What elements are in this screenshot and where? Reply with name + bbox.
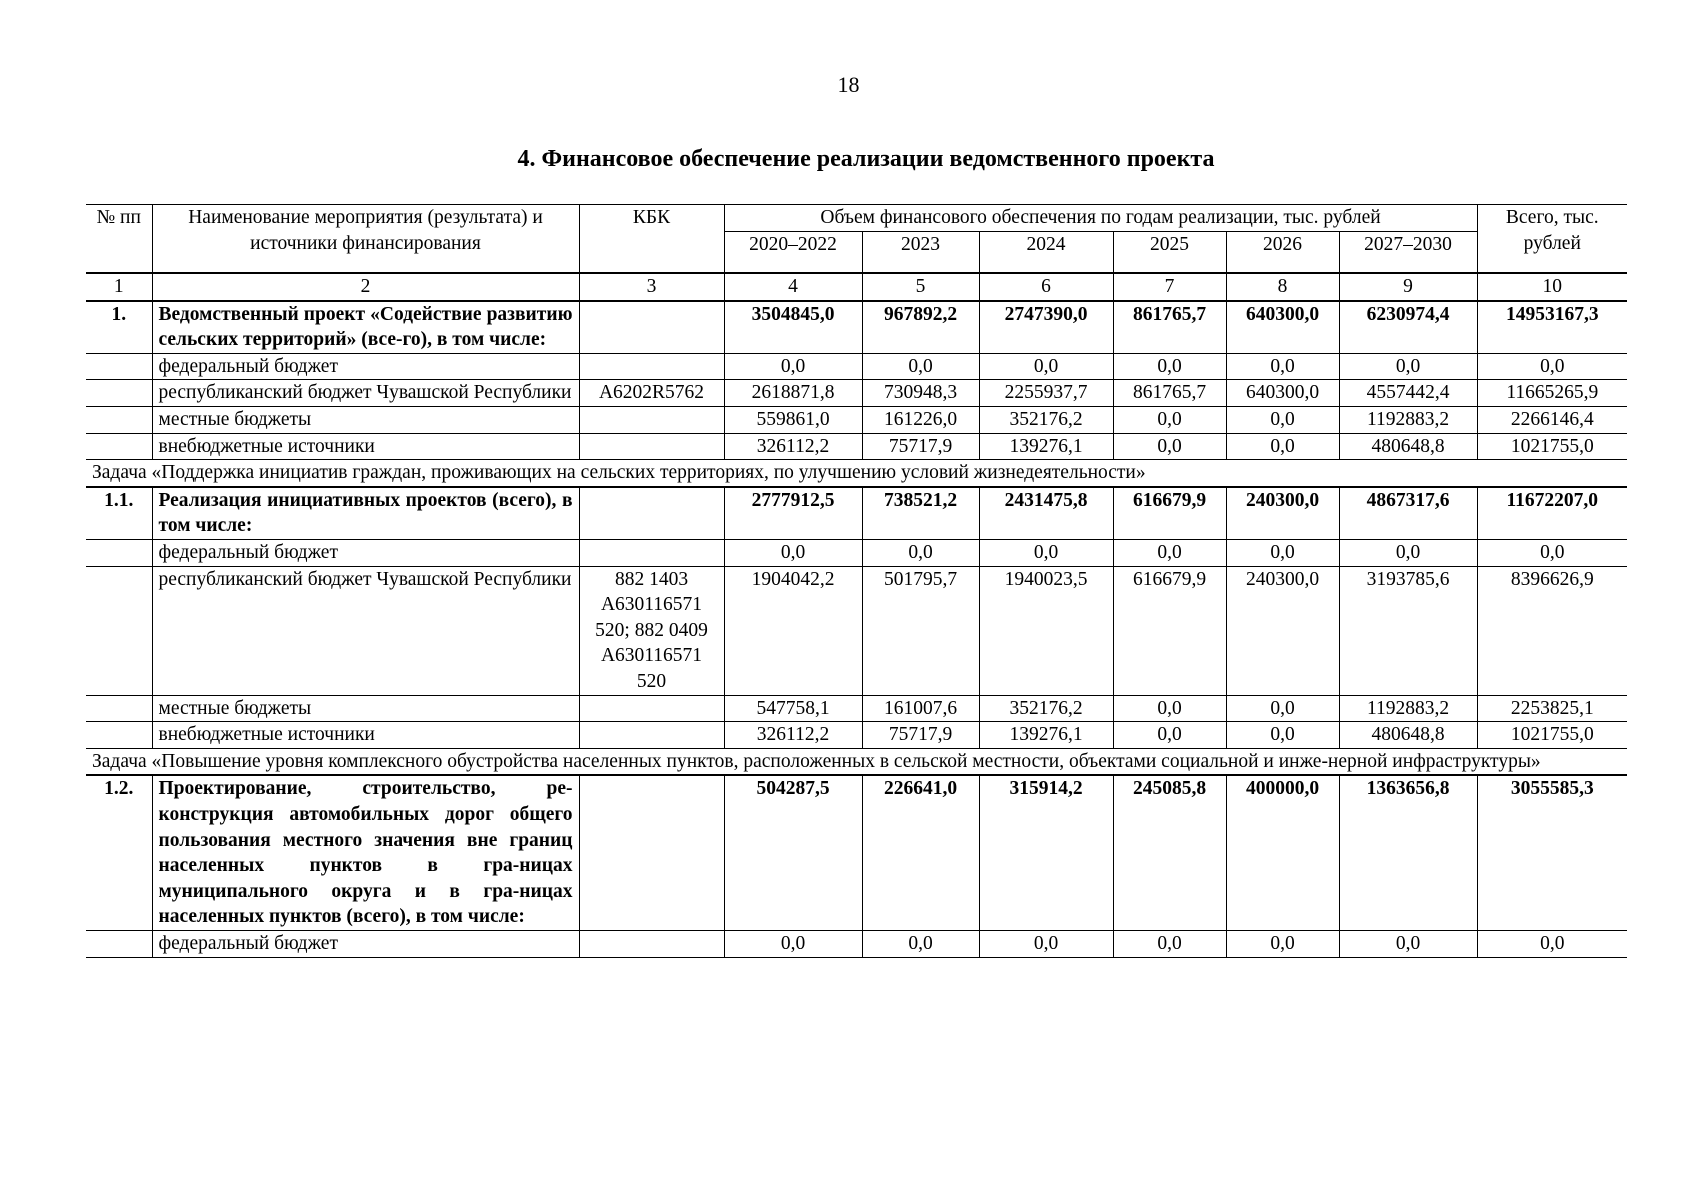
row-name: федеральный бюджет [152, 353, 579, 380]
header-year: 2023 [862, 231, 979, 273]
row-value: 0,0 [1113, 695, 1226, 722]
row-kbk [579, 433, 724, 460]
row-number [86, 353, 152, 380]
header-year: 2020–2022 [724, 231, 862, 273]
row-total: 8396626,9 [1477, 566, 1627, 695]
row-value: 0,0 [1226, 695, 1339, 722]
row-value: 1192883,2 [1339, 695, 1477, 722]
row-name: внебюджетные источники [152, 722, 579, 749]
row-value: 139276,1 [979, 433, 1113, 460]
row-value: 547758,1 [724, 695, 862, 722]
row-value: 967892,2 [862, 301, 979, 354]
row-value: 480648,8 [1339, 722, 1477, 749]
row-name: федеральный бюджет [152, 540, 579, 567]
header-kbk: КБК [579, 205, 724, 274]
row-number [86, 407, 152, 434]
row-kbk [579, 930, 724, 957]
header-year: 2024 [979, 231, 1113, 273]
funding-source-row [86, 930, 1627, 957]
row-value: 352176,2 [979, 695, 1113, 722]
row-value: 226641,0 [862, 775, 979, 930]
row-total: 1021755,0 [1477, 433, 1627, 460]
row-value: 0,0 [1226, 540, 1339, 567]
row-value: 4557442,4 [1339, 380, 1477, 407]
row-name: федеральный бюджет [152, 930, 579, 957]
row-value: 861765,7 [1113, 380, 1226, 407]
row-value: 0,0 [862, 353, 979, 380]
row-number [86, 695, 152, 722]
funding-source-row [86, 566, 1627, 695]
row-kbk: А6202R5762 [579, 380, 724, 407]
row-value: 1192883,2 [1339, 407, 1477, 434]
task-text: Задача «Поддержка инициатив граждан, проживающих на сельских территориях, по улучшению условий жизнедеятельности» [86, 460, 1627, 487]
column-number: 10 [1477, 273, 1627, 301]
section-title: 4. Финансовое обеспечение реализации ведомственного проекта [517, 146, 1215, 172]
row-value: 0,0 [1113, 930, 1226, 957]
row-value: 0,0 [724, 353, 862, 380]
row-value: 161007,6 [862, 695, 979, 722]
row-value: 501795,7 [862, 566, 979, 695]
row-kbk [579, 722, 724, 749]
row-value: 0,0 [862, 930, 979, 957]
task-text: Задача «Повышение уровня комплексного обустройства населенных пунктов, расположенных в сельской местности, объектами социальной и инже-нерной инфраструктуры» [86, 748, 1627, 775]
table-header [86, 205, 1627, 274]
row-total: 1021755,0 [1477, 722, 1627, 749]
row-value: 6230974,4 [1339, 301, 1477, 354]
row-value: 640300,0 [1226, 380, 1339, 407]
row-total: 14953167,3 [1477, 301, 1627, 354]
row-value: 504287,5 [724, 775, 862, 930]
row-value: 0,0 [979, 353, 1113, 380]
row-kbk [579, 353, 724, 380]
row-kbk: 882 1403 А630116571 520; 882 0409 А630116571 520 [579, 566, 724, 695]
column-number: 9 [1339, 273, 1477, 301]
row-value: 0,0 [1113, 407, 1226, 434]
row-value: 0,0 [1339, 353, 1477, 380]
row-value: 738521,2 [862, 487, 979, 540]
row-value: 315914,2 [979, 775, 1113, 930]
funding-source-row [86, 407, 1627, 434]
row-total: 2266146,4 [1477, 407, 1627, 434]
row-value: 352176,2 [979, 407, 1113, 434]
row-value: 1904042,2 [724, 566, 862, 695]
header-volume: Объем финансового обеспечения по годам реализации, тыс. рублей [724, 205, 1477, 232]
funding-source-row [86, 695, 1627, 722]
row-value: 0,0 [1113, 353, 1226, 380]
row-name: Ведомственный проект «Содействие развитию сельских территорий» (все-го), в том числе: [152, 301, 579, 354]
row-total: 0,0 [1477, 930, 1627, 957]
row-value: 240300,0 [1226, 566, 1339, 695]
row-value: 0,0 [724, 930, 862, 957]
funding-source-row [86, 380, 1627, 407]
row-value: 0,0 [1113, 722, 1226, 749]
row-value: 0,0 [1339, 930, 1477, 957]
row-value: 2777912,5 [724, 487, 862, 540]
row-number [86, 540, 152, 567]
project-row [86, 487, 1627, 540]
column-number: 1 [86, 273, 152, 301]
row-name: внебюджетные источники [152, 433, 579, 460]
row-name: местные бюджеты [152, 695, 579, 722]
row-kbk [579, 407, 724, 434]
row-value: 0,0 [724, 540, 862, 567]
row-value: 0,0 [1226, 433, 1339, 460]
funding-source-row [86, 540, 1627, 567]
row-value: 0,0 [1113, 433, 1226, 460]
row-number [86, 433, 152, 460]
row-total: 3055585,3 [1477, 775, 1627, 930]
row-value: 730948,3 [862, 380, 979, 407]
row-kbk [579, 540, 724, 567]
row-total: 0,0 [1477, 353, 1627, 380]
row-name: республиканский бюджет Чувашской Республики [152, 566, 579, 695]
column-number: 6 [979, 273, 1113, 301]
row-number: 1.1. [86, 487, 152, 540]
row-value: 3504845,0 [724, 301, 862, 354]
row-value: 0,0 [1339, 540, 1477, 567]
column-number: 3 [579, 273, 724, 301]
project-row [86, 775, 1627, 930]
row-value: 480648,8 [1339, 433, 1477, 460]
project-row [86, 301, 1627, 354]
page-number: 18 [837, 72, 860, 97]
row-total: 0,0 [1477, 540, 1627, 567]
row-number [86, 380, 152, 407]
funding-source-row [86, 722, 1627, 749]
row-value: 2747390,0 [979, 301, 1113, 354]
funding-source-row [86, 433, 1627, 460]
row-value: 0,0 [1226, 930, 1339, 957]
row-value: 0,0 [862, 540, 979, 567]
column-number: 7 [1113, 273, 1226, 301]
column-number: 5 [862, 273, 979, 301]
row-number: 1. [86, 301, 152, 354]
row-name: местные бюджеты [152, 407, 579, 434]
row-value: 861765,7 [1113, 301, 1226, 354]
row-value: 161226,0 [862, 407, 979, 434]
header-name: Наименование мероприятия (результата) и источники финансирования [152, 205, 579, 274]
row-value: 2431475,8 [979, 487, 1113, 540]
row-total: 2253825,1 [1477, 695, 1627, 722]
row-total: 11665265,9 [1477, 380, 1627, 407]
row-value: 75717,9 [862, 433, 979, 460]
row-number [86, 722, 152, 749]
row-value: 0,0 [1226, 722, 1339, 749]
row-value: 559861,0 [724, 407, 862, 434]
row-value: 616679,9 [1113, 487, 1226, 540]
row-value: 1363656,8 [1339, 775, 1477, 930]
column-number: 8 [1226, 273, 1339, 301]
row-total: 11672207,0 [1477, 487, 1627, 540]
row-value: 4867317,6 [1339, 487, 1477, 540]
row-name: Проектирование, строительство, ре-конструкция автомобильных дорог общего пользования местного значения вне границ населенных пунктов в гра-ницах муниципального округа и в гра-ницах населенных пунктов (всего), в том числе: [152, 775, 579, 930]
header-total: Всего, тыс. рублей [1477, 205, 1627, 274]
table-body [86, 273, 1627, 957]
column-number: 2 [152, 273, 579, 301]
row-value: 0,0 [1113, 540, 1226, 567]
row-value: 326112,2 [724, 433, 862, 460]
row-kbk [579, 775, 724, 930]
row-kbk [579, 301, 724, 354]
row-name: Реализация инициативных проектов (всего), в том числе: [152, 487, 579, 540]
row-name: республиканский бюджет Чувашской Республики [152, 380, 579, 407]
row-value: 1940023,5 [979, 566, 1113, 695]
header-year: 2026 [1226, 231, 1339, 273]
funding-source-row [86, 353, 1627, 380]
row-value: 2618871,8 [724, 380, 862, 407]
header-no: № пп [86, 205, 152, 274]
row-value: 400000,0 [1226, 775, 1339, 930]
column-number: 4 [724, 273, 862, 301]
row-value: 245085,8 [1113, 775, 1226, 930]
row-value: 0,0 [1226, 353, 1339, 380]
row-number: 1.2. [86, 775, 152, 930]
row-kbk [579, 695, 724, 722]
header-year: 2025 [1113, 231, 1226, 273]
financing-table [86, 204, 1627, 958]
row-value: 326112,2 [724, 722, 862, 749]
row-value: 0,0 [1226, 407, 1339, 434]
header-year: 2027–2030 [1339, 231, 1477, 273]
row-value: 3193785,6 [1339, 566, 1477, 695]
task-row [86, 460, 1627, 487]
row-number [86, 566, 152, 695]
row-value: 640300,0 [1226, 301, 1339, 354]
row-value: 0,0 [979, 930, 1113, 957]
row-value: 75717,9 [862, 722, 979, 749]
task-row [86, 748, 1627, 775]
column-number-row [86, 273, 1627, 301]
row-value: 616679,9 [1113, 566, 1226, 695]
row-value: 240300,0 [1226, 487, 1339, 540]
row-value: 0,0 [979, 540, 1113, 567]
row-value: 139276,1 [979, 722, 1113, 749]
row-value: 2255937,7 [979, 380, 1113, 407]
row-kbk [579, 487, 724, 540]
row-number [86, 930, 152, 957]
